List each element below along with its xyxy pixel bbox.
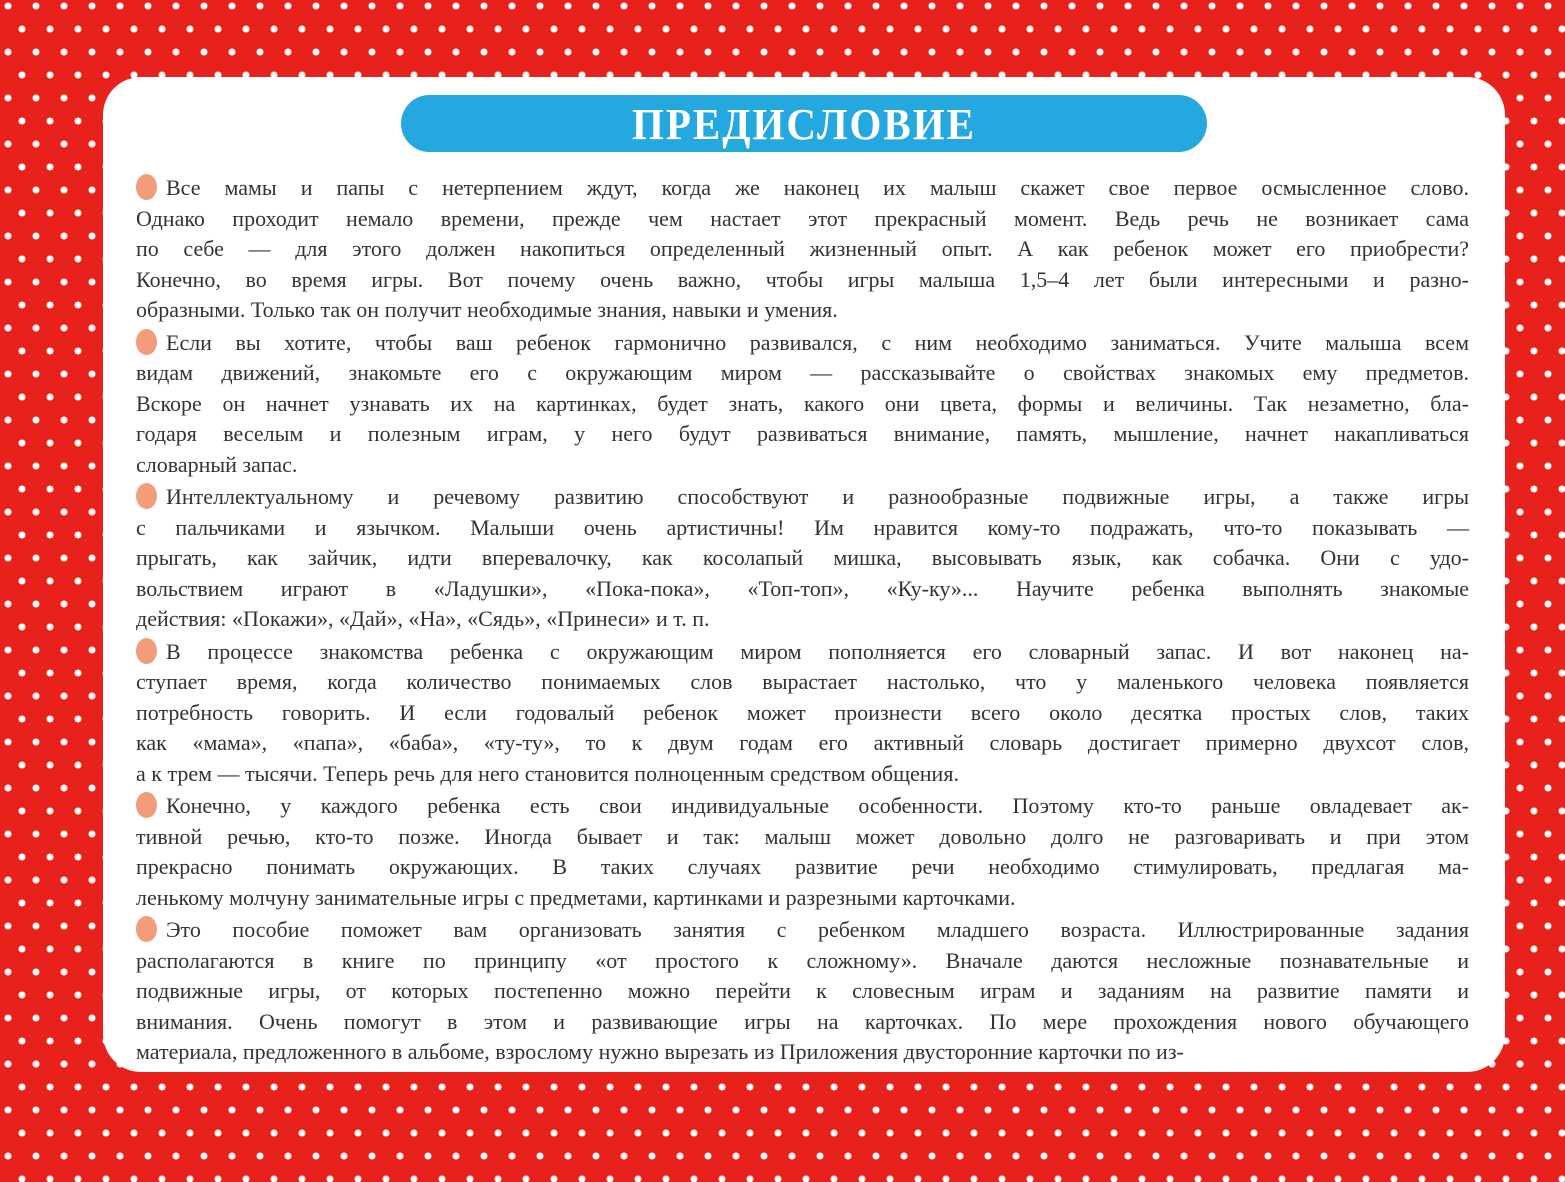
text-line: годаря веселым и полезным играм, у него будут развиваться внимание, память, мышление, начнет накапливаться [136, 421, 1469, 446]
text-line: ленькому молчуну занимательные игры с предметами, картинками и разрезными карточками. [136, 884, 1016, 910]
title-banner [401, 95, 1207, 152]
preface-card [103, 77, 1505, 1072]
text-line: потребность говорить. И если годовалый ребенок может произнести всего около десятка простых слов, таких [136, 699, 1469, 725]
bullet-dot-icon [136, 792, 157, 818]
text-line: прыгать, как зайчик, идти вперевалочку, как косолапый мишка, высовывать язык, как собачка. Они с удо- [136, 545, 1469, 570]
preface-text [136, 173, 1469, 1068]
bullet-dot-icon [136, 174, 157, 200]
text-line: Интеллектуальному и речевому развитию способствуют и разнообразные подвижные игры, а также игры [136, 482, 1469, 513]
text-line: Однако проходит немало времени, прежде чем настает этот прекрасный момент. Ведь речь не возникает сама [136, 205, 1469, 231]
text-line: а к трем — тысячи. Теперь речь для него становится полноценным средством общения. [136, 760, 959, 786]
text-line: действия: «Покажи», «Дай», «На», «Сядь», «Принеси» и т. п. [136, 606, 710, 631]
text-line: подвижные игры, от которых постепенно можно перейти к словесным играм и заданиям на развитие памяти и [136, 978, 1469, 1003]
text-line: прекрасно понимать окружающих. В таких случаях развитие речи необходимо стимулировать, предлагая ма- [136, 854, 1469, 879]
page-title: ПРЕДИСЛОВИЕ [632, 98, 976, 149]
text-line: по себе — для этого должен накопиться определенный жизненный опыт. А как ребенок может его приобрести? [136, 236, 1469, 261]
paragraph [136, 482, 1469, 635]
paragraph [136, 791, 1469, 913]
text-line: Вскоре он начнет узнавать их на картинках, будет знать, какого они цвета, формы и величины. Так незаметно, бла- [136, 390, 1469, 416]
text-line: тивной речью, кто-то позже. Иногда бывает и так: малыш может довольно долго не разговаривать и при этом [136, 823, 1469, 849]
bullet-dot-icon [136, 483, 157, 509]
text-line: В процессе знакомства ребенка с окружающим миром пополняется его словарный запас. И вот наконец на- [136, 637, 1469, 668]
bullet-dot-icon [136, 329, 157, 355]
text-line: как «мама», «папа», «баба», «ту-ту», то к двум годам его активный словарь достигает примерно двухсот слов, [136, 730, 1469, 755]
text-line: Все мамы и папы с нетерпением ждут, когда же наконец их малыш скажет свое первое осмысленное слово. [136, 173, 1469, 204]
text-line: Если вы хотите, чтобы ваш ребенок гармонично развивался, с ним необходимо заниматься. Учите малыша всем [136, 328, 1469, 359]
paragraph [136, 328, 1469, 481]
text-line: образными. Только так он получит необходимые знания, навыки и умения. [136, 297, 838, 322]
paragraph [136, 637, 1469, 790]
text-line: с пальчиками и язычком. Малыши очень артистичны! Им нравится кому-то подражать, что-то показывать — [136, 514, 1469, 540]
text-line: Конечно, у каждого ребенка есть свои индивидуальные особенности. Поэтому кто-то раньше овладевает ак- [136, 791, 1469, 822]
text-line: внимания. Очень помогут в этом и развивающие игры на карточках. По мере прохождения нового обучающего [136, 1008, 1469, 1034]
paragraph [136, 173, 1469, 326]
text-line: располагаются в книге по принципу «от простого к сложному». Вначале даются несложные познавательные и [136, 947, 1469, 973]
bullet-dot-icon [136, 638, 157, 664]
text-line: ступает время, когда количество понимаемых слов вырастает настолько, что у маленького человека появляется [136, 669, 1469, 694]
text-line: материала, предложенного в альбоме, взрослому нужно вырезать из Приложения двусторонние карточки по из- [136, 1039, 1184, 1064]
paragraph [136, 915, 1469, 1068]
text-line: Это пособие поможет вам организовать занятия с ребенком младшего возраста. Иллюстрированные задания [136, 915, 1469, 946]
text-line: словарный запас. [136, 451, 298, 477]
bullet-dot-icon [136, 916, 157, 942]
text-line: видам движений, знакомьте его с окружающим миром — рассказывайте о свойствах знакомых ему предметов. [136, 360, 1469, 385]
text-line: вольствием играют в «Ладушки», «Пока-пока», «Топ-топ», «Ку-ку»... Научите ребенка выполнять знакомые [136, 575, 1469, 601]
text-line: Конечно, во время игры. Вот почему очень важно, чтобы игры малыша 1,5–4 лет были интересными и разно- [136, 266, 1469, 292]
